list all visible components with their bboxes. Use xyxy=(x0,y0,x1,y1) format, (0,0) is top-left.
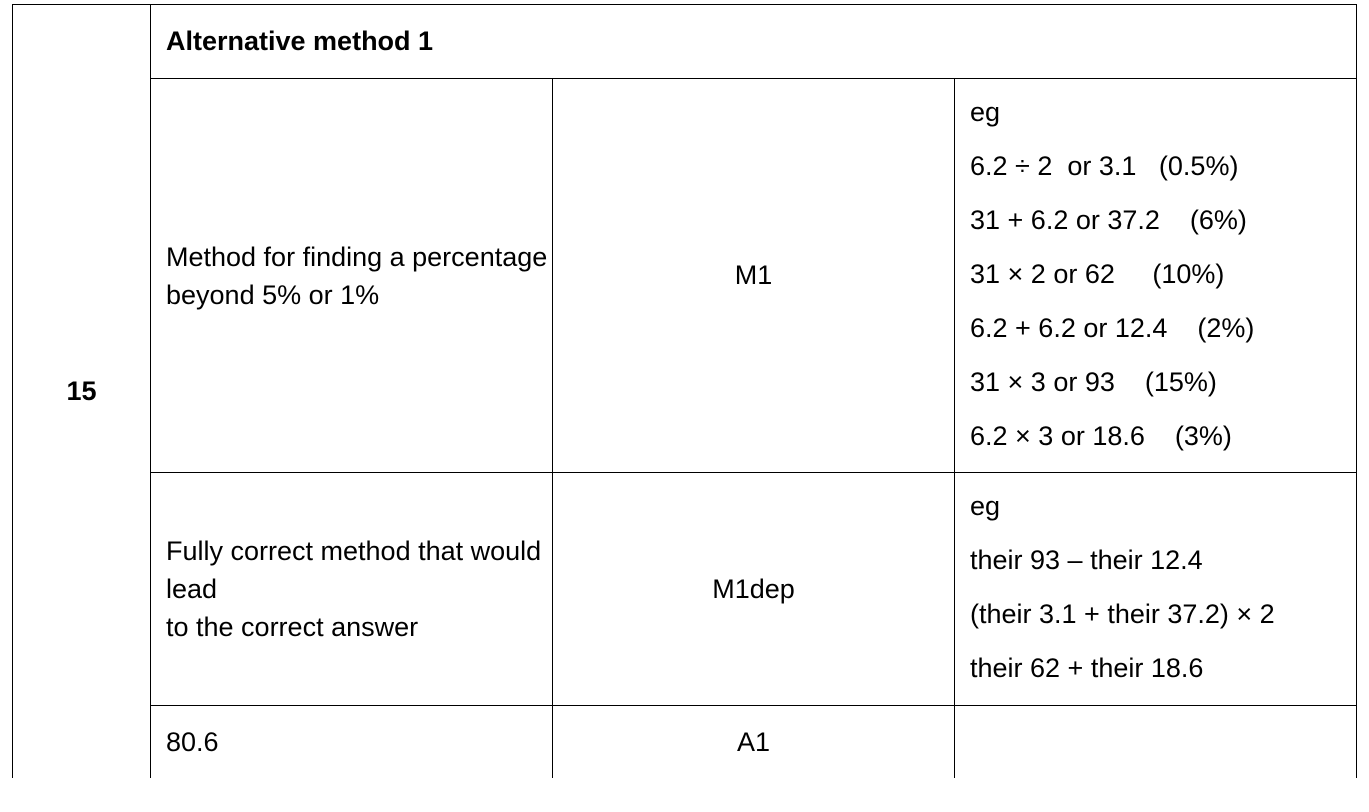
description-line: Method for finding a percentage xyxy=(166,241,548,272)
heading-row xyxy=(13,5,1357,79)
table-row xyxy=(13,706,1357,779)
note-line: 6.2 + 6.2 or 12.4 (2%) xyxy=(970,313,1255,343)
alternative-method-heading: Alternative method 1 xyxy=(151,5,1357,79)
row-notes xyxy=(955,79,1357,473)
description-line: to the correct answer xyxy=(166,612,419,642)
note-line: 31 × 2 or 62 (10%) xyxy=(970,259,1225,289)
row-notes xyxy=(955,706,1357,779)
note-line: 6.2 × 3 or 18.6 (3%) xyxy=(970,421,1232,451)
note-line: 6.2 ÷ 2 or 3.1 (0.5%) xyxy=(970,151,1239,181)
row-notes xyxy=(955,473,1357,706)
row-mark: M1 xyxy=(553,79,955,473)
description-line: beyond 5% or 1% xyxy=(166,279,380,310)
description-line: Fully correct method that would lead xyxy=(166,536,542,604)
row-description xyxy=(151,79,553,473)
note-line: their 62 + their 18.6 xyxy=(970,653,1204,683)
row-mark: A1 xyxy=(553,706,955,779)
question-number: 15 xyxy=(13,5,151,779)
row-mark: M1dep xyxy=(553,473,955,706)
mark-scheme-table xyxy=(12,4,1357,778)
table-row xyxy=(13,473,1357,706)
row-description xyxy=(151,473,553,706)
note-line: eg xyxy=(970,491,1001,521)
note-line: their 93 – their 12.4 xyxy=(970,545,1203,575)
note-line: eg xyxy=(970,97,1001,127)
row-description xyxy=(151,706,553,779)
table-row xyxy=(13,79,1357,473)
note-line: 31 + 6.2 or 37.2 (6%) xyxy=(970,205,1247,235)
description-line: 80.6 xyxy=(166,727,219,757)
note-line: 31 × 3 or 93 (15%) xyxy=(970,367,1217,397)
note-line: (their 3.1 + their 37.2) × 2 xyxy=(970,599,1275,629)
